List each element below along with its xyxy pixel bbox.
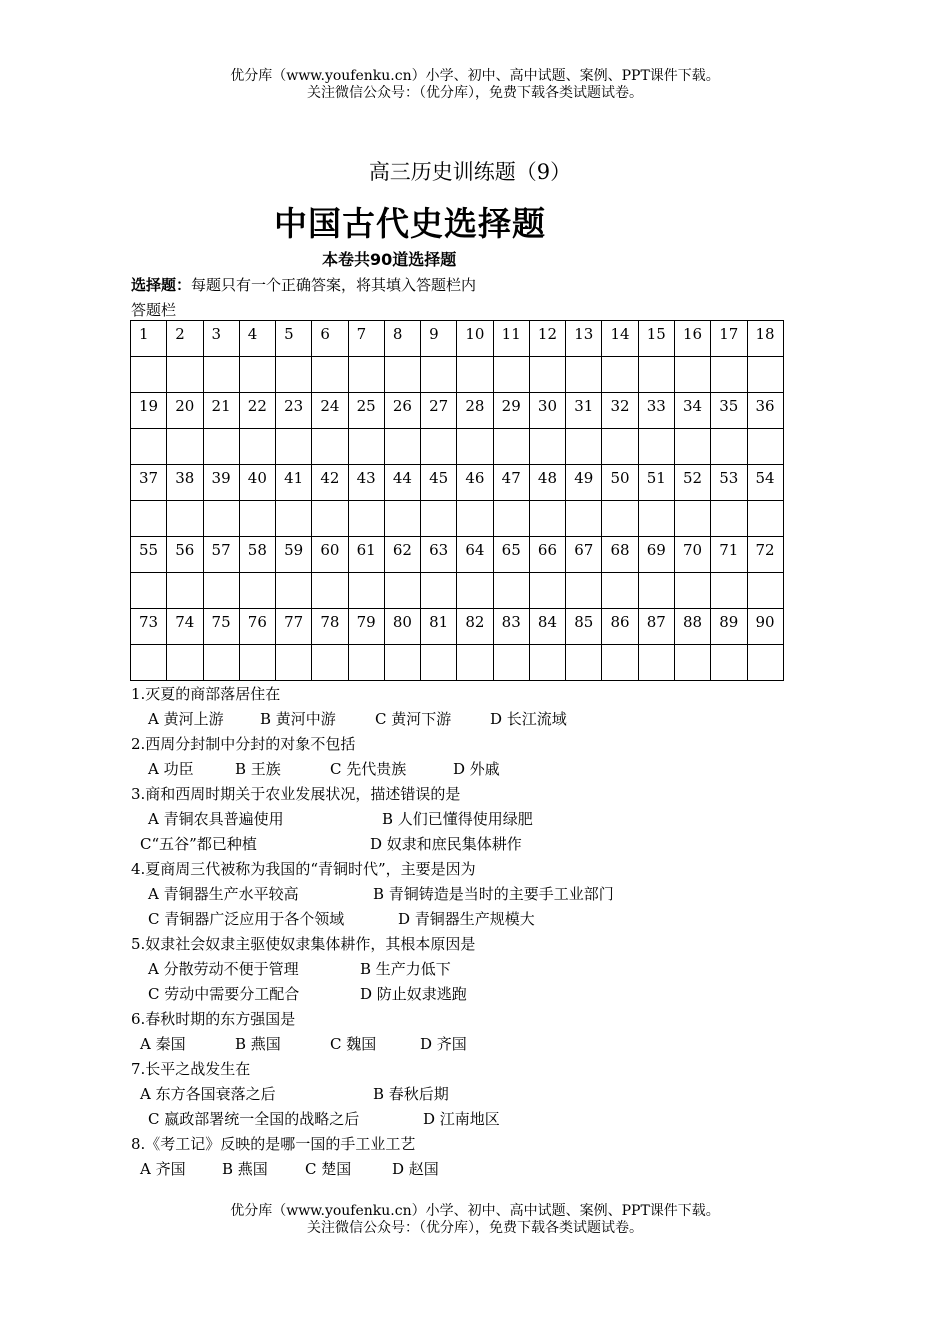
question-6-option-d[interactable]: D 齐国 [420, 1035, 467, 1053]
answer-number-cell: 58 [239, 537, 275, 573]
answer-blank-cell[interactable] [276, 501, 312, 537]
question-5-option-c[interactable]: C 劳动中需要分工配合 [148, 985, 300, 1003]
answer-blank-cell[interactable] [239, 357, 275, 393]
answer-number-cell: 15 [638, 321, 674, 357]
answer-blank-cell[interactable] [674, 429, 710, 465]
answer-blank-cell[interactable] [384, 645, 420, 681]
answer-blank-cell[interactable] [493, 573, 529, 609]
question-4-stem: 4.夏商周三代被称为我国的“青铜时代”，主要是因为 [131, 860, 476, 878]
question-3-option-d[interactable]: D 奴隶和庶民集体耕作 [370, 835, 522, 853]
answer-number-cell: 63 [421, 537, 457, 573]
answer-number-cell: 4 [239, 321, 275, 357]
question-5-option-a[interactable]: A 分散劳动不便于管理 [148, 960, 299, 978]
answer-blank-cell[interactable] [421, 357, 457, 393]
question-8-option-d[interactable]: D 赵国 [392, 1160, 439, 1178]
answer-blank-cell[interactable] [239, 645, 275, 681]
answer-number-cell: 70 [674, 537, 710, 573]
answer-blank-cell[interactable] [638, 501, 674, 537]
answer-sheet-table [130, 320, 784, 681]
footer-line-1: 优分库（www.youfenku.cn）小学、初中、高中试题、案例、PPT课件下载。 [230, 1203, 720, 1219]
answer-blank-cell[interactable] [529, 645, 565, 681]
answer-blank-cell[interactable] [711, 501, 747, 537]
answer-blank-cell[interactable] [674, 645, 710, 681]
answer-blank-cell[interactable] [203, 573, 239, 609]
answer-number-cell: 36 [747, 393, 783, 429]
answer-blank-cell[interactable] [348, 357, 384, 393]
question-6-option-a[interactable]: A 秦国 [140, 1035, 186, 1053]
answer-number-cell: 81 [421, 609, 457, 645]
answer-number-cell: 18 [747, 321, 783, 357]
answer-blank-cell[interactable] [674, 501, 710, 537]
answer-number-cell: 64 [457, 537, 493, 573]
answer-number-cell: 7 [348, 321, 384, 357]
answer-blank-cell[interactable] [421, 501, 457, 537]
answer-number-cell: 30 [529, 393, 565, 429]
answer-number-cell: 6 [312, 321, 348, 357]
answer-number-cell: 12 [529, 321, 565, 357]
answer-blank-cell[interactable] [203, 645, 239, 681]
answer-blank-cell[interactable] [131, 501, 167, 537]
answer-blank-cell[interactable] [421, 429, 457, 465]
answer-blank-cell[interactable] [312, 357, 348, 393]
answer-number-cell: 5 [276, 321, 312, 357]
answer-blank-cell[interactable] [747, 573, 783, 609]
answer-number-cell: 26 [384, 393, 420, 429]
answer-number-cell: 55 [131, 537, 167, 573]
answer-blank-cell[interactable] [239, 573, 275, 609]
answer-number-cell: 85 [566, 609, 602, 645]
answer-number-cell: 65 [493, 537, 529, 573]
answer-blank-cell[interactable] [602, 573, 638, 609]
answer-number-cell: 54 [747, 465, 783, 501]
answer-number-cell: 57 [203, 537, 239, 573]
answer-number-cell: 33 [638, 393, 674, 429]
answer-blank-cell[interactable] [457, 429, 493, 465]
answer-number-cell: 73 [131, 609, 167, 645]
answer-number-cell: 62 [384, 537, 420, 573]
answer-number-row [131, 465, 784, 501]
question-7-stem: 7.长平之战发生在 [131, 1060, 251, 1078]
question-2-option-b[interactable]: B 王族 [235, 760, 281, 778]
answer-number-cell: 40 [239, 465, 275, 501]
answer-blank-cell[interactable] [602, 501, 638, 537]
question-7-option-d[interactable]: D 江南地区 [423, 1110, 500, 1128]
question-count: 本卷共90道选择题 [322, 250, 457, 269]
question-5-option-d[interactable]: D 防止奴隶逃跑 [360, 985, 467, 1003]
answer-blank-cell[interactable] [457, 501, 493, 537]
answer-blank-cell[interactable] [602, 357, 638, 393]
answer-blank-cell[interactable] [203, 501, 239, 537]
answer-number-cell: 71 [711, 537, 747, 573]
answer-blank-row [131, 429, 784, 465]
answer-blank-cell[interactable] [566, 645, 602, 681]
answer-blank-cell[interactable] [711, 429, 747, 465]
question-2-option-c[interactable]: C 先代贵族 [330, 760, 407, 778]
answer-blank-cell[interactable] [203, 357, 239, 393]
question-1-option-d[interactable]: D 长江流域 [490, 710, 567, 728]
answer-blank-cell[interactable] [566, 429, 602, 465]
answer-blank-cell[interactable] [348, 501, 384, 537]
answer-blank-cell[interactable] [167, 501, 203, 537]
header-line-2: 关注微信公众号：（优分库），免费下载各类试题试卷。 [307, 85, 643, 101]
answer-number-cell: 21 [203, 393, 239, 429]
question-4-option-b[interactable]: B 青铜铸造是当时的主要手工业部门 [373, 885, 614, 903]
answer-number-cell: 27 [421, 393, 457, 429]
answer-blank-cell[interactable] [384, 429, 420, 465]
answer-blank-cell[interactable] [457, 645, 493, 681]
answer-blank-cell[interactable] [529, 573, 565, 609]
answer-number-cell: 29 [493, 393, 529, 429]
answer-number-cell: 68 [602, 537, 638, 573]
question-2-stem: 2.西周分封制中分封的对象不包括 [131, 735, 356, 753]
answer-blank-row [131, 357, 784, 393]
answer-number-cell: 86 [602, 609, 638, 645]
page-footer [0, 1203, 950, 1237]
instruction-label: 选择题： [131, 276, 192, 294]
answer-blank-cell[interactable] [276, 573, 312, 609]
answer-number-cell: 66 [529, 537, 565, 573]
question-6-option-b[interactable]: B 燕国 [235, 1035, 281, 1053]
question-1-option-a[interactable]: A 黄河上游 [148, 710, 224, 728]
answer-number-cell: 48 [529, 465, 565, 501]
answer-number-cell: 44 [384, 465, 420, 501]
answer-blank-cell[interactable] [638, 573, 674, 609]
answer-blank-cell[interactable] [131, 429, 167, 465]
answer-blank-cell[interactable] [747, 501, 783, 537]
question-8-option-a[interactable]: A 齐国 [140, 1160, 186, 1178]
question-6-option-c[interactable]: C 魏国 [330, 1035, 377, 1053]
question-7-option-c[interactable]: C 嬴政部署统一全国的战略之后 [148, 1110, 360, 1128]
answer-number-cell: 32 [602, 393, 638, 429]
answer-number-cell: 47 [493, 465, 529, 501]
question-4-option-d[interactable]: D 青铜器生产规模大 [398, 910, 535, 928]
instruction-text: 每题只有一个正确答案，将其填入答题栏内 [191, 276, 477, 294]
answer-number-cell: 46 [457, 465, 493, 501]
footer-line-2: 关注微信公众号：（优分库），免费下载各类试题试卷。 [307, 1220, 643, 1236]
question-3-option-a[interactable]: A 青铜农具普遍使用 [148, 810, 284, 828]
answer-number-cell: 84 [529, 609, 565, 645]
answer-number-cell: 38 [167, 465, 203, 501]
answer-blank-cell[interactable] [711, 645, 747, 681]
answer-blank-cell[interactable] [167, 357, 203, 393]
answer-number-cell: 74 [167, 609, 203, 645]
answer-blank-cell[interactable] [747, 357, 783, 393]
answer-blank-cell[interactable] [674, 573, 710, 609]
answer-blank-cell[interactable] [638, 357, 674, 393]
answer-number-cell: 59 [276, 537, 312, 573]
instruction [131, 274, 476, 295]
question-8-option-b[interactable]: B 燕国 [222, 1160, 268, 1178]
answer-number-cell: 45 [421, 465, 457, 501]
answer-blank-cell[interactable] [384, 501, 420, 537]
answer-blank-cell[interactable] [312, 573, 348, 609]
answer-number-cell: 76 [239, 609, 275, 645]
question-5-stem: 5.奴隶社会奴隶主驱使奴隶集体耕作，其根本原因是 [131, 935, 476, 953]
answer-blank-cell[interactable] [638, 645, 674, 681]
answer-blank-cell[interactable] [421, 645, 457, 681]
answer-blank-cell[interactable] [312, 501, 348, 537]
answer-number-cell: 83 [493, 609, 529, 645]
answer-number-cell: 11 [493, 321, 529, 357]
answer-number-cell: 1 [131, 321, 167, 357]
answer-number-cell: 16 [674, 321, 710, 357]
answer-number-cell: 14 [602, 321, 638, 357]
answer-blank-cell[interactable] [602, 645, 638, 681]
answer-number-row [131, 393, 784, 429]
answer-number-cell: 42 [312, 465, 348, 501]
answer-number-cell: 17 [711, 321, 747, 357]
answer-blank-cell[interactable] [457, 573, 493, 609]
answer-number-cell: 89 [711, 609, 747, 645]
answer-blank-cell[interactable] [638, 429, 674, 465]
question-8-option-c[interactable]: C 楚国 [305, 1160, 352, 1178]
answer-blank-cell[interactable] [747, 645, 783, 681]
answer-number-cell: 22 [239, 393, 275, 429]
answer-blank-cell[interactable] [312, 429, 348, 465]
answer-number-cell: 80 [384, 609, 420, 645]
answer-number-row [131, 609, 784, 645]
answer-blank-cell[interactable] [384, 357, 420, 393]
question-2-option-a[interactable]: A 功臣 [148, 760, 194, 778]
answer-blank-cell[interactable] [493, 501, 529, 537]
answer-blank-cell[interactable] [167, 429, 203, 465]
answer-blank-cell[interactable] [384, 573, 420, 609]
answer-blank-cell[interactable] [167, 573, 203, 609]
answer-number-cell: 20 [167, 393, 203, 429]
answer-number-cell: 53 [711, 465, 747, 501]
answer-blank-cell[interactable] [131, 645, 167, 681]
answer-number-cell: 9 [421, 321, 457, 357]
answer-blank-cell[interactable] [203, 429, 239, 465]
answer-blank-cell[interactable] [493, 645, 529, 681]
answer-number-cell: 43 [348, 465, 384, 501]
answer-number-cell: 24 [312, 393, 348, 429]
answer-number-cell: 31 [566, 393, 602, 429]
question-1-option-b[interactable]: B 黄河中游 [260, 710, 336, 728]
question-8-stem: 8.《考工记》反映的是哪一国的手工业工艺 [131, 1135, 416, 1153]
answer-number-cell: 10 [457, 321, 493, 357]
answer-blank-cell[interactable] [566, 357, 602, 393]
answer-blank-cell[interactable] [529, 429, 565, 465]
answer-number-cell: 60 [312, 537, 348, 573]
answer-number-cell: 67 [566, 537, 602, 573]
answer-number-cell: 77 [276, 609, 312, 645]
answer-blank-cell[interactable] [566, 501, 602, 537]
answer-number-cell: 78 [312, 609, 348, 645]
answer-blank-cell[interactable] [566, 573, 602, 609]
answer-blank-cell[interactable] [239, 501, 275, 537]
answer-number-cell: 35 [711, 393, 747, 429]
answer-blank-cell[interactable] [276, 429, 312, 465]
answer-number-cell: 25 [348, 393, 384, 429]
question-1-stem: 1.灭夏的商部落居住在 [131, 685, 281, 703]
question-7-option-b[interactable]: B 春秋后期 [373, 1085, 449, 1103]
answer-blank-cell[interactable] [457, 357, 493, 393]
answer-blank-row [131, 573, 784, 609]
question-1-option-c[interactable]: C 黄河下游 [375, 710, 452, 728]
answer-number-cell: 49 [566, 465, 602, 501]
answer-number-cell: 56 [167, 537, 203, 573]
paper-title: 中国古代史选择题 [274, 204, 546, 243]
answer-blank-row [131, 501, 784, 537]
answer-blank-cell[interactable] [239, 429, 275, 465]
answer-number-cell: 3 [203, 321, 239, 357]
answer-number-cell: 51 [638, 465, 674, 501]
question-4-option-a[interactable]: A 青铜器生产水平较高 [148, 885, 299, 903]
answer-blank-cell[interactable] [493, 429, 529, 465]
answer-blank-cell[interactable] [312, 645, 348, 681]
answer-blank-cell[interactable] [131, 573, 167, 609]
answer-number-cell: 52 [674, 465, 710, 501]
answer-number-cell: 13 [566, 321, 602, 357]
question-7-option-a[interactable]: A 东方各国衰落之后 [140, 1085, 276, 1103]
answer-blank-cell[interactable] [348, 645, 384, 681]
answer-number-row [131, 321, 784, 357]
answer-number-cell: 87 [638, 609, 674, 645]
answer-number-cell: 50 [602, 465, 638, 501]
answer-blank-cell[interactable] [674, 357, 710, 393]
answer-blank-cell[interactable] [602, 429, 638, 465]
answer-number-cell: 61 [348, 537, 384, 573]
answer-number-cell: 8 [384, 321, 420, 357]
answer-blank-cell[interactable] [529, 357, 565, 393]
answer-blank-cell[interactable] [493, 357, 529, 393]
answer-blank-cell[interactable] [348, 429, 384, 465]
answer-blank-cell[interactable] [711, 573, 747, 609]
answer-number-cell: 79 [348, 609, 384, 645]
answer-blank-cell[interactable] [421, 573, 457, 609]
answer-blank-cell[interactable] [276, 645, 312, 681]
answer-number-cell: 72 [747, 537, 783, 573]
answer-number-cell: 2 [167, 321, 203, 357]
paper-subtitle: 高三历史训练题（9） [368, 160, 572, 184]
answer-blank-cell[interactable] [529, 501, 565, 537]
question-5-option-b[interactable]: B 生产力低下 [360, 960, 451, 978]
answer-sheet-label: 答题栏 [131, 301, 177, 319]
answer-blank-cell[interactable] [711, 357, 747, 393]
question-3-option-b[interactable]: B 人们已懂得使用绿肥 [382, 810, 533, 828]
answer-number-cell: 75 [203, 609, 239, 645]
question-2-option-d[interactable]: D 外戚 [453, 760, 500, 778]
answer-number-cell: 90 [747, 609, 783, 645]
header-line-1: 优分库（www.youfenku.cn）小学、初中、高中试题、案例、PPT课件下载。 [230, 68, 720, 84]
answer-number-cell: 39 [203, 465, 239, 501]
answer-number-cell: 37 [131, 465, 167, 501]
answer-number-cell: 23 [276, 393, 312, 429]
answer-blank-cell[interactable] [131, 357, 167, 393]
question-4-option-c[interactable]: C 青铜器广泛应用于各个领域 [148, 910, 345, 928]
answer-number-row [131, 537, 784, 573]
answer-blank-row [131, 645, 784, 681]
question-3-option-c[interactable]: C“五谷”都已种植 [140, 835, 257, 853]
answer-blank-cell[interactable] [348, 573, 384, 609]
answer-blank-cell[interactable] [276, 357, 312, 393]
answer-number-cell: 34 [674, 393, 710, 429]
answer-blank-cell[interactable] [167, 645, 203, 681]
answer-blank-cell[interactable] [747, 429, 783, 465]
answer-number-cell: 41 [276, 465, 312, 501]
answer-number-cell: 19 [131, 393, 167, 429]
answer-number-cell: 82 [457, 609, 493, 645]
page-header [0, 68, 950, 102]
answer-number-cell: 88 [674, 609, 710, 645]
answer-number-cell: 28 [457, 393, 493, 429]
question-6-stem: 6.春秋时期的东方强国是 [131, 1010, 296, 1028]
answer-number-cell: 69 [638, 537, 674, 573]
question-3-stem: 3.商和西周时期关于农业发展状况，描述错误的是 [131, 785, 461, 803]
